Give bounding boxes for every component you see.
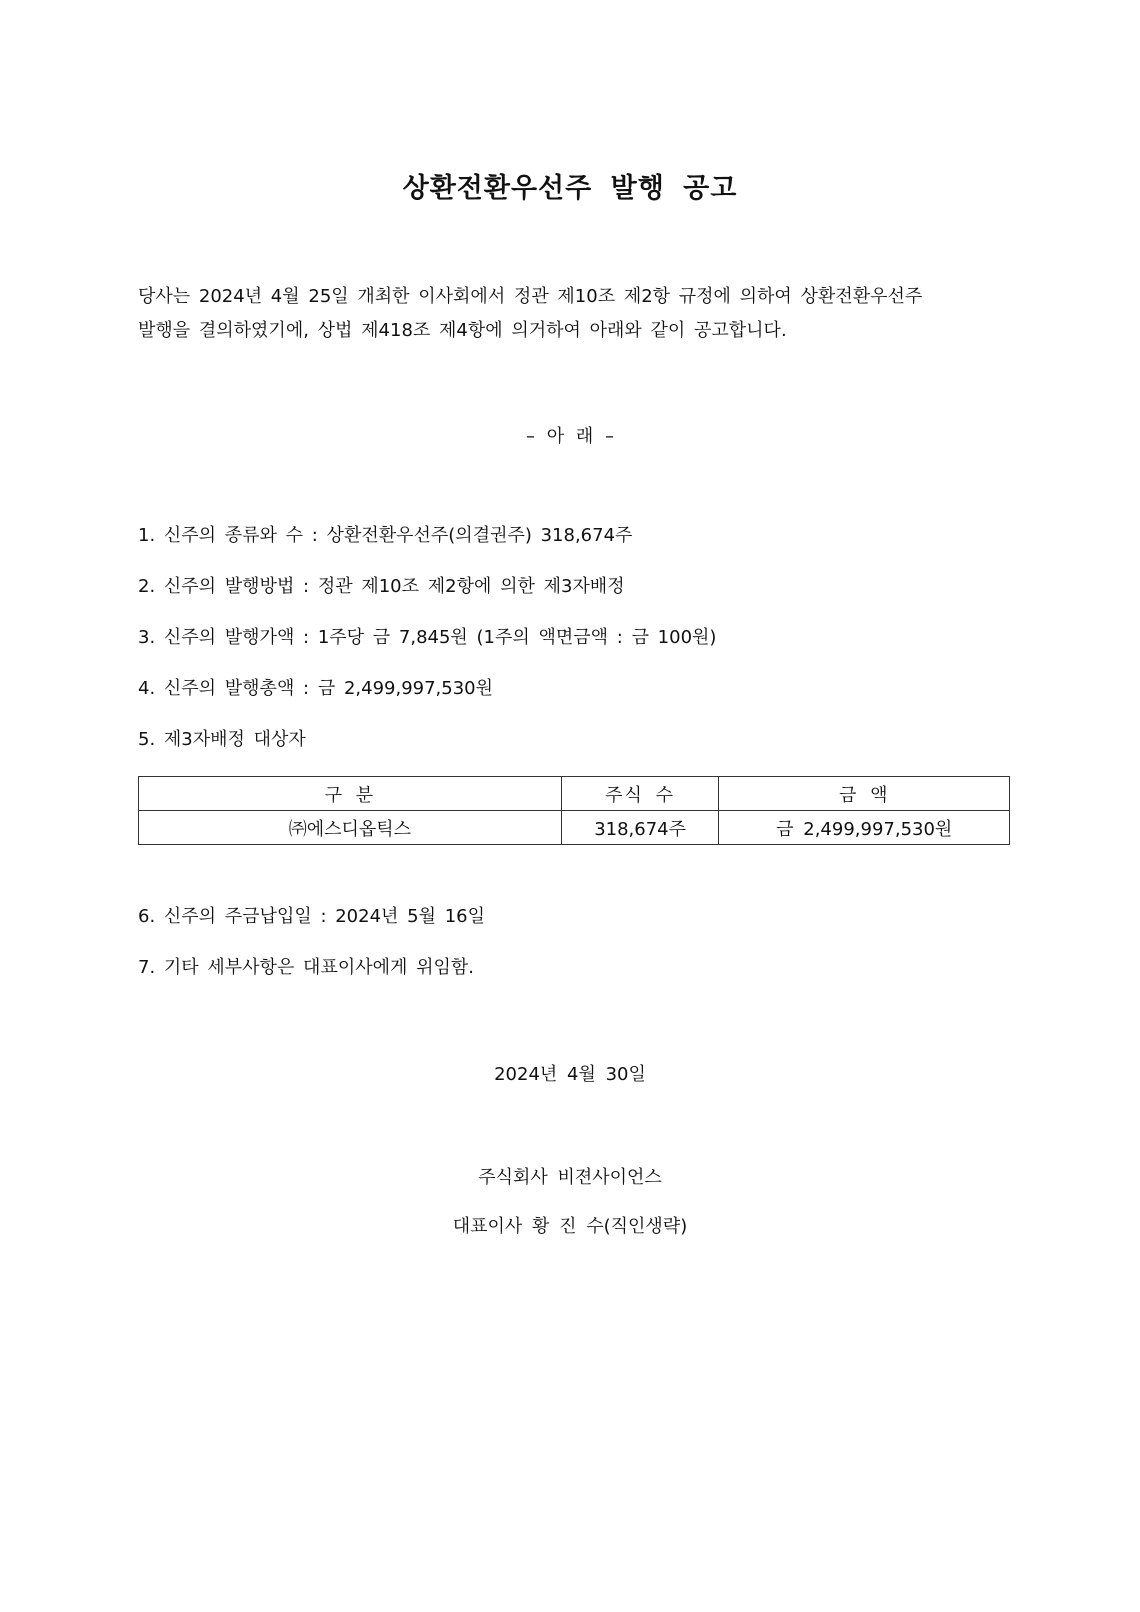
company-name: 주식회사 비젼사이언스 (478, 1167, 662, 1188)
subheading-below: – 아 래 – (526, 426, 614, 447)
document-title: 상환전환우선주 발행 공고 (402, 173, 738, 204)
table-row (139, 811, 1010, 845)
cell-allottee-name: ㈜에스디옵틱스 (139, 811, 562, 845)
list-item: 3. 신주의 발행가액 : 1주당 금 7,845원 (1주의 액면금액 : 금 100원) (138, 627, 717, 648)
list-item: 5. 제3자배정 대상자 (138, 729, 306, 750)
intro-line-2: 발행을 결의하였기에, 상법 제418조 제4항에 의거하여 아래와 같이 공고합니다. (138, 320, 787, 341)
representative-name: 대표이사 황 진 수(직인생략) (452, 1216, 688, 1237)
item-list (138, 523, 1008, 778)
list-item: 7. 기타 세부사항은 대표이사에게 위임함. (138, 957, 474, 978)
list-item: 6. 신주의 주금납입일 : 2024년 5월 16일 (138, 906, 486, 927)
notice-date: 2024년 4월 30일 (494, 1064, 646, 1085)
header-category: 구 분 (139, 777, 562, 811)
item-list-continued (138, 904, 1008, 1006)
intro-paragraph (138, 280, 1008, 348)
allottee-table-wrapper (138, 776, 1010, 845)
allottee-table (138, 776, 1010, 845)
list-item: 2. 신주의 발행방법 : 정관 제10조 제2항에 의한 제3자배정 (138, 576, 625, 597)
cell-amount: 금 2,499,997,530원 (719, 811, 1010, 845)
list-item: 4. 신주의 발행총액 : 금 2,499,997,530원 (138, 678, 494, 699)
header-amount: 금 액 (719, 777, 1010, 811)
table-header-row (139, 777, 1010, 811)
header-shares: 주식 수 (561, 777, 719, 811)
intro-line-1: 당사는 2024년 4월 25일 개최한 이사회에서 정관 제10조 제2항 규정에 의하여 상환전환우선주 (138, 286, 923, 307)
list-item: 1. 신주의 종류와 수 : 상환전환우선주(의결권주) 318,674주 (138, 525, 633, 546)
cell-share-count: 318,674주 (561, 811, 719, 845)
